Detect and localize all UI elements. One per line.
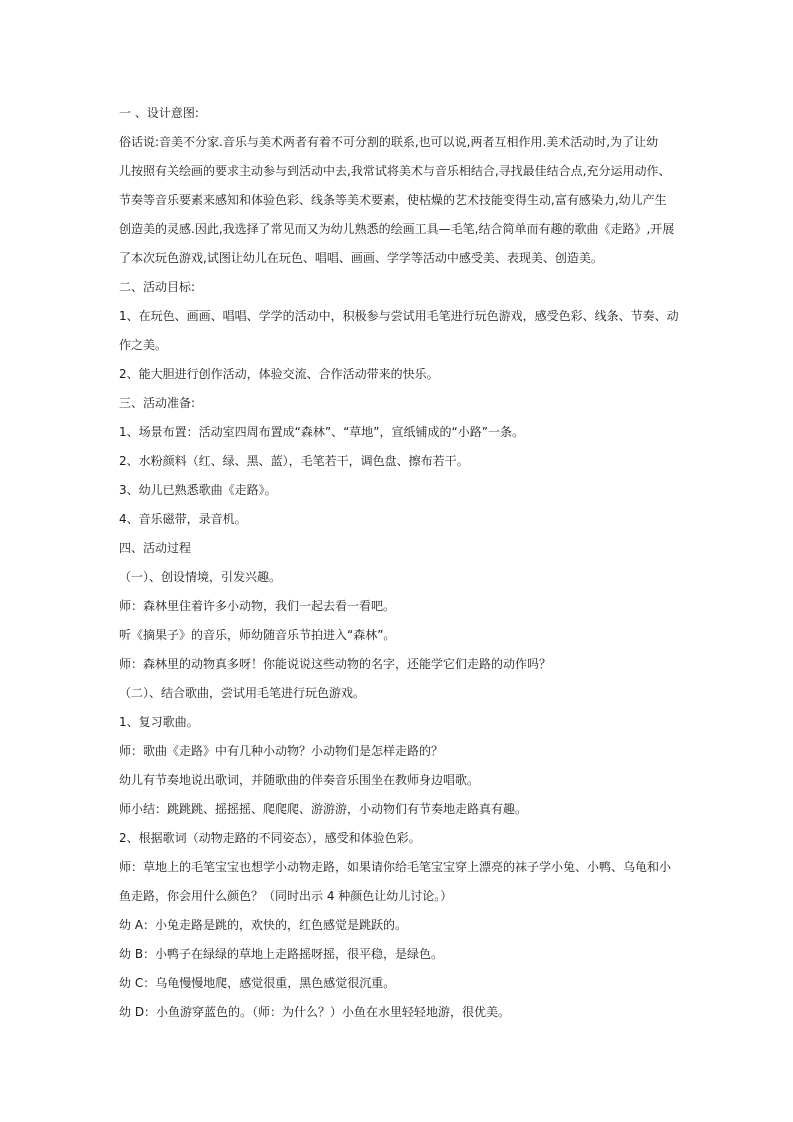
paragraph-line: 4、音乐磁带，录音机。 — [119, 512, 247, 526]
paragraph-line: 幼 A：小兔走路是跳的，欢快的，红色感觉是跳跃的。 — [119, 918, 408, 932]
heading-activity-process: 四、活动过程 — [119, 541, 192, 555]
paragraph-line: 师：森林里的动物真多呀！你能说说这些动物的名字，还能学它们走路的动作吗？ — [119, 657, 552, 671]
paragraph-line: 节奏等音乐要素来感知和体验色彩、线条等美术要素，使枯燥的艺术技能变得生动,富有感染力,幼儿产生 — [119, 193, 667, 207]
paragraph-line: 1、场景布置：活动室四周布置成“森林”、“草地”，宣纸铺成的“小路”一条。 — [119, 425, 524, 439]
paragraph-line: 幼儿有节奏地说出歌词，并随歌曲的伴奏音乐围坐在教师身边唱歌。 — [119, 773, 480, 787]
paragraph-line: 听《摘果子》的音乐，师幼随音乐节拍进入“森林”。 — [119, 628, 396, 642]
subheading-line: （二）、结合歌曲，尝试用毛笔进行玩色游戏。 — [119, 686, 366, 700]
heading-design-intent: 一 、设计意图: — [119, 106, 199, 120]
paragraph-line: 师：草地上的毛笔宝宝也想学小动物走路，如果请你给毛笔宝宝穿上漂亮的袜子学小兔、小鸭、乌龟和小 — [119, 860, 672, 874]
document-body — [119, 99, 679, 1027]
paragraph-line: 幼 C：乌龟慢慢地爬，感觉很重，黑色感觉很沉重。 — [119, 976, 396, 990]
paragraph-line: 创造美的灵感.因此,我选择了常见而又为幼儿熟悉的绘画工具—毛笔,结合简单而有趣的歌曲《走路》,开展 — [119, 222, 675, 236]
paragraph-line: 3、幼儿已熟悉歌曲《走路》。 — [119, 483, 277, 497]
paragraph-line: 幼 D：小鱼游穿蓝色的。（师：为什么？）小鱼在水里轻轻地游，很优美。 — [119, 1005, 511, 1019]
paragraph-line: 幼 B：小鸭子在绿绿的草地上走路摇呀摇，很平稳，是绿色。 — [119, 947, 444, 961]
paragraph-line: 2、能大胆进行创作活动，体验交流、合作活动带来的快乐。 — [119, 367, 439, 381]
heading-activity-goals: 二、活动目标: — [119, 280, 196, 294]
paragraph-line: 师：森林里住着许多小动物，我们一起去看一看吧。 — [119, 599, 396, 613]
paragraph-line: 2、根据歌词（动物走路的不同姿态），感受和体验色彩。 — [119, 831, 421, 845]
heading-activity-preparation: 三、活动准备: — [119, 396, 196, 410]
paragraph-line: 师小结：跳跳跳、摇摇摇、爬爬爬、游游游，小动物们有节奏地走路真有趣。 — [119, 802, 528, 816]
paragraph-line: 1、复习歌曲。 — [119, 715, 199, 729]
paragraph-line: 儿按照有关绘画的要求主动参与到活动中去,我常试将美术与音乐相结合,寻找最佳结合点,充分运用动作、 — [119, 164, 671, 178]
paragraph-line: 2、水粉颜料（红、绿、黑、蓝），毛笔若干，调色盘、擦布若干。 — [119, 454, 469, 468]
paragraph-line: 1、在玩色、画画、唱唱、学学的活动中，积极参与尝试用毛笔进行玩色游戏，感受色彩、线条、节奏、动 — [119, 309, 679, 323]
paragraph-line: 了本次玩色游戏,试图让幼儿在玩色、唱唱、画画、学学等活动中感受美、表现美、创造美。 — [119, 251, 603, 265]
paragraph-line: 鱼走路，你会用什么颜色？（同时出示 4 种颜色让幼儿讨论。） — [119, 889, 453, 903]
paragraph-line: 作之美。 — [119, 338, 168, 352]
subheading-line: （一）、创设情境，引发兴趣。 — [119, 570, 282, 584]
paragraph-line: 师：歌曲《走路》中有几种小动物？小动物们是怎样走路的？ — [119, 744, 444, 758]
paragraph-line: 俗话说:音美不分家.音乐与美术两者有着不可分割的联系,也可以说,两者互相作用.美术活动时,为了让幼 — [119, 135, 659, 149]
